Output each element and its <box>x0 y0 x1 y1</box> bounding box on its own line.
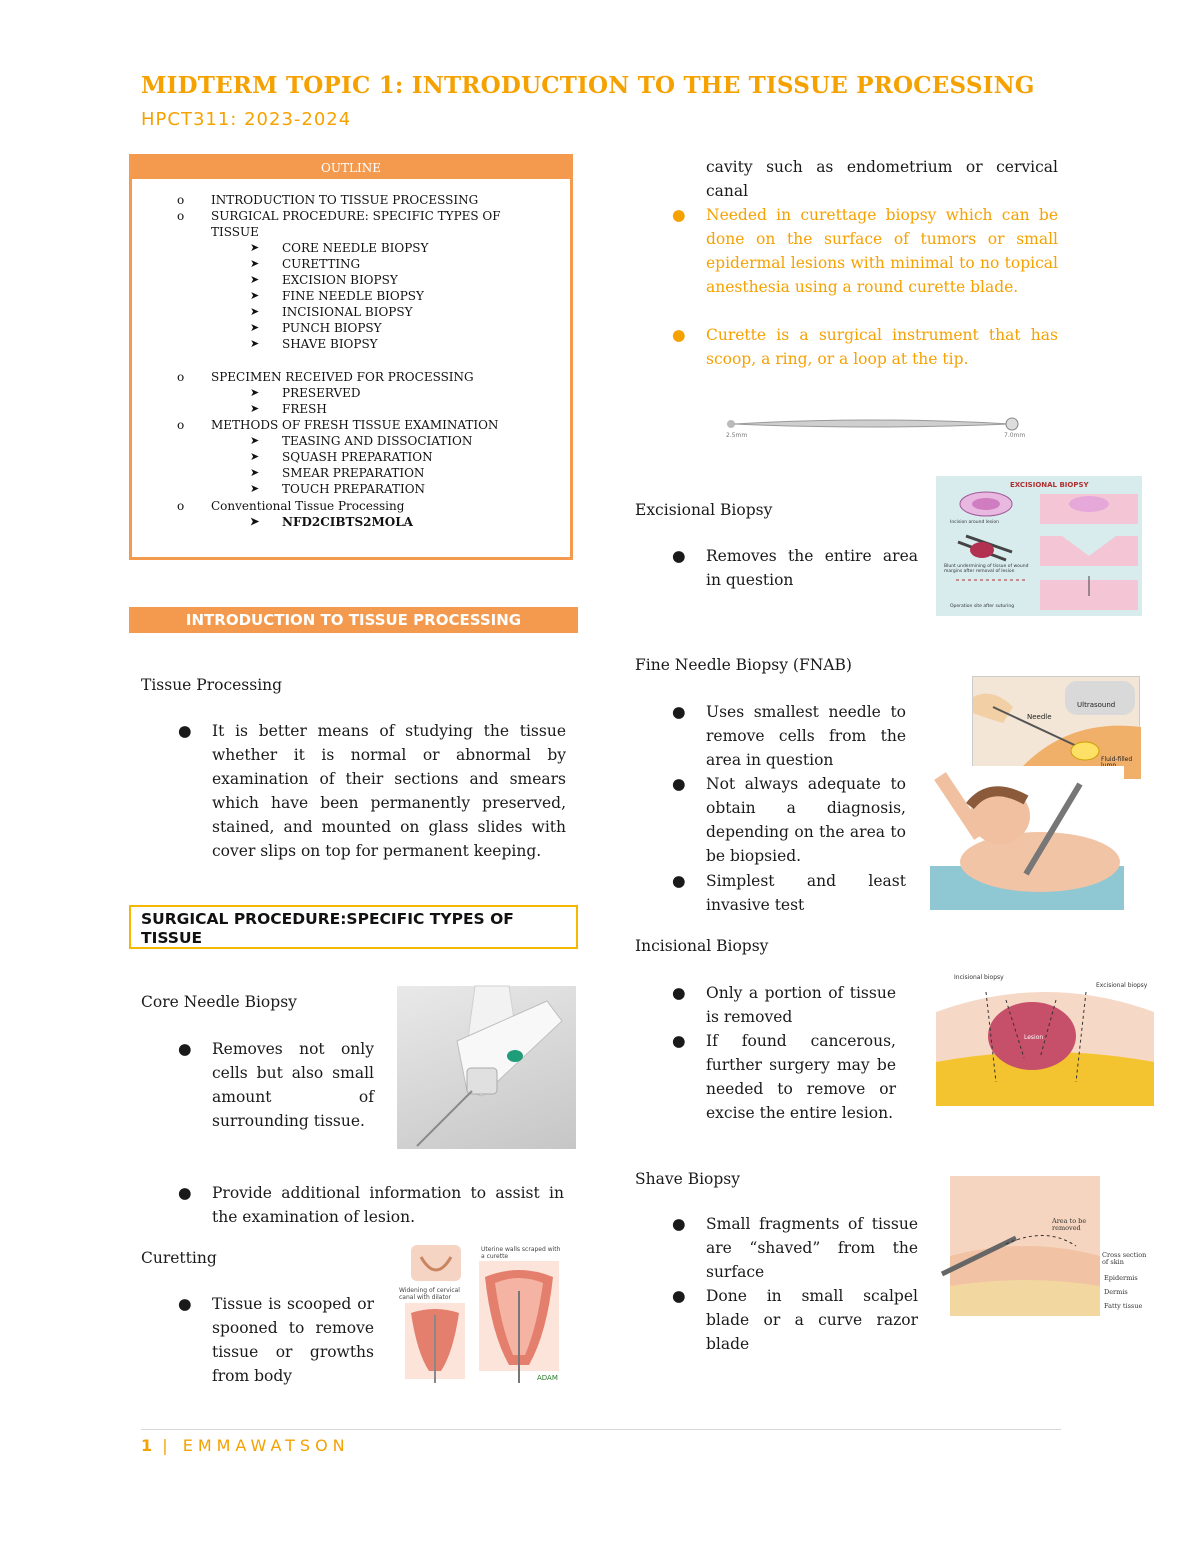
shave-label: Epidermis <box>1104 1274 1138 1282</box>
curettage-diagram-image <box>397 1243 567 1386</box>
incisional-heading: Incisional Biopsy <box>635 937 769 955</box>
incisional-bullet: ● If found cancerous, further surgery may be needed to remove or excise the entire lesion. <box>672 1032 896 1122</box>
page-number: 1 <box>141 1436 153 1455</box>
fnab-heading: Fine Needle Biopsy (FNAB) <box>635 656 852 674</box>
excisional-bullet: ● Removes the entire area in question <box>672 547 918 589</box>
fnab-label: Needle <box>1027 713 1052 721</box>
shave-bullet: ● Done in small scalpel blade or a curve razor blade <box>672 1287 918 1353</box>
excisional-biopsy-image <box>936 476 1142 616</box>
incisional-label: Incisional biopsy <box>954 974 1004 981</box>
curetting-bullet-continued: cavity such as endometrium or cervical canal <box>706 158 1058 200</box>
outline-subitem: ➤ TEASING AND DISSOCIATION <box>250 434 473 448</box>
footer-divider <box>141 1429 1061 1430</box>
outline-subitem: ➤ NFD2CIBTS2MOLA <box>250 515 413 529</box>
incisional-bullet: ● Only a portion of tissue is removed <box>672 984 896 1026</box>
section-title-intro: INTRODUCTION TO TISSUE PROCESSING <box>129 607 578 633</box>
shave-label: Cross section of skin <box>1102 1251 1147 1266</box>
incisional-biopsy-image <box>936 972 1154 1106</box>
curettage-label: Uterine walls scraped with a curette <box>481 1246 561 1260</box>
core-needle-bullet: ● Removes not only cells but also small amount of surrounding tissue. <box>178 1040 374 1130</box>
course-subtitle: HPCT311: 2023-2024 <box>141 109 352 130</box>
outline-item: o SURGICAL PROCEDURE: SPECIFIC TYPES OF <box>177 209 501 223</box>
outline-heading: OUTLINE <box>132 157 570 179</box>
incisional-label: Lesion <box>1024 1034 1044 1041</box>
excisional-caption: Incision around lesion <box>950 520 1000 525</box>
fnab-ultrasound-image <box>972 676 1140 778</box>
outline-subitem: ➤ INCISIONAL BIOPSY <box>250 305 413 319</box>
curetting-bullet: ● Curette is a surgical instrument that has scoop, a ring, or a loop at the tip. <box>672 326 1058 368</box>
outline-item: o Conventional Tissue Processing <box>177 499 405 513</box>
excisional-image-title: EXCISIONAL BIOPSY <box>1010 481 1089 489</box>
curetting-bullet: ● Needed in curettage biopsy which can be done on the surface of tumors or small epidermal lesions with minimal to no topical anesthesia using a round curette blade. <box>672 206 1058 296</box>
excisional-caption: Operation site after suturing <box>950 604 1015 609</box>
shave-label: Dermis <box>1104 1288 1128 1296</box>
outline-item: o SPECIMEN RECEIVED FOR PROCESSING <box>177 370 474 384</box>
shave-heading: Shave Biopsy <box>635 1170 741 1188</box>
outline-item: o INTRODUCTION TO TISSUE PROCESSING <box>177 193 479 207</box>
shave-bullet: ● Small fragments of tissue are “shaved” from the surface <box>672 1215 918 1281</box>
curetting-bullet: ● Tissue is scooped or spooned to remove tissue or growths from body <box>178 1295 374 1385</box>
outline-subitem: ➤ PRESERVED <box>250 386 361 400</box>
outline-subitem: ➤ SHAVE BIOPSY <box>250 337 378 351</box>
shave-label: Fatty tissue <box>1104 1302 1143 1310</box>
outline-item: TISSUE <box>211 225 259 239</box>
outline-subitem: ➤ FRESH <box>250 402 327 416</box>
fnab-patient-image <box>930 766 1124 910</box>
outline-subitem: ➤ TOUCH PREPARATION <box>250 482 426 496</box>
curette-size-label: 7.0mm <box>1004 432 1026 439</box>
shave-label: Area to be removed <box>1052 1217 1087 1232</box>
section-title-surgical: SURGICAL PROCEDURE:SPECIFIC TYPES OF TISSUE <box>129 905 578 949</box>
outline-subitem: ➤ EXCISION BIOPSY <box>250 273 398 287</box>
outline-subitem: ➤ CORE NEEDLE BIOPSY <box>250 241 429 255</box>
fnab-bullet: ● Not always adequate to obtain a diagnosis, depending on the area to be biopsied. <box>672 775 906 865</box>
core-needle-device-image <box>397 986 576 1149</box>
curette-instrument-image <box>722 414 1026 442</box>
fnab-label: Fluid-filled <box>1101 756 1133 763</box>
curette-size-label: 2.5mm <box>726 432 748 439</box>
fnab-bullet: ● Simplest and least invasive test <box>672 872 906 914</box>
tissue-processing-heading: Tissue Processing <box>141 676 283 694</box>
outline-item: o METHODS OF FRESH TISSUE EXAMINATION <box>177 418 499 432</box>
curettage-label: Widening of cervical canal with dilator <box>399 1287 460 1301</box>
core-needle-bullet: ● Provide additional information to assist in the examination of lesion. <box>178 1184 564 1226</box>
shave-biopsy-image <box>936 1176 1156 1316</box>
outline-subitem: ➤ CURETTING <box>250 257 361 271</box>
excisional-caption: Blunt undermining of tissue of wound margins after removal of lesion <box>944 564 1029 574</box>
outline-subitem: ➤ FINE NEEDLE BIOPSY <box>250 289 424 303</box>
outline-subitem: ➤ PUNCH BIOPSY <box>250 321 382 335</box>
adam-logo: ADAM <box>537 1374 558 1382</box>
curetting-heading: Curetting <box>141 1249 217 1267</box>
intro-bullet: ● It is better means of studying the tissue whether it is normal or abnormal by examination of their sections and smears which have been permanently preserved, stained, and mounted on glass slides with cover slips on top for permanent keeping. <box>178 722 566 860</box>
fnab-label: Ultrasound <box>1077 701 1116 709</box>
incisional-label: Excisional biopsy <box>1096 982 1148 989</box>
outline-subitem: ➤ SQUASH PREPARATION <box>250 450 433 464</box>
outline-subitem: ➤ SMEAR PREPARATION <box>250 466 425 480</box>
core-needle-heading: Core Needle Biopsy <box>141 993 297 1011</box>
excisional-heading: Excisional Biopsy <box>635 501 773 519</box>
document-title: MIDTERM TOPIC 1: INTRODUCTION TO THE TISSUE PROCESSING <box>141 72 1035 99</box>
footer-author: EMMAWATSON <box>182 1436 350 1455</box>
fnab-bullet: ● Uses smallest needle to remove cells from the area in question <box>672 703 906 769</box>
footer: 1 | EMMAWATSON <box>141 1436 350 1455</box>
